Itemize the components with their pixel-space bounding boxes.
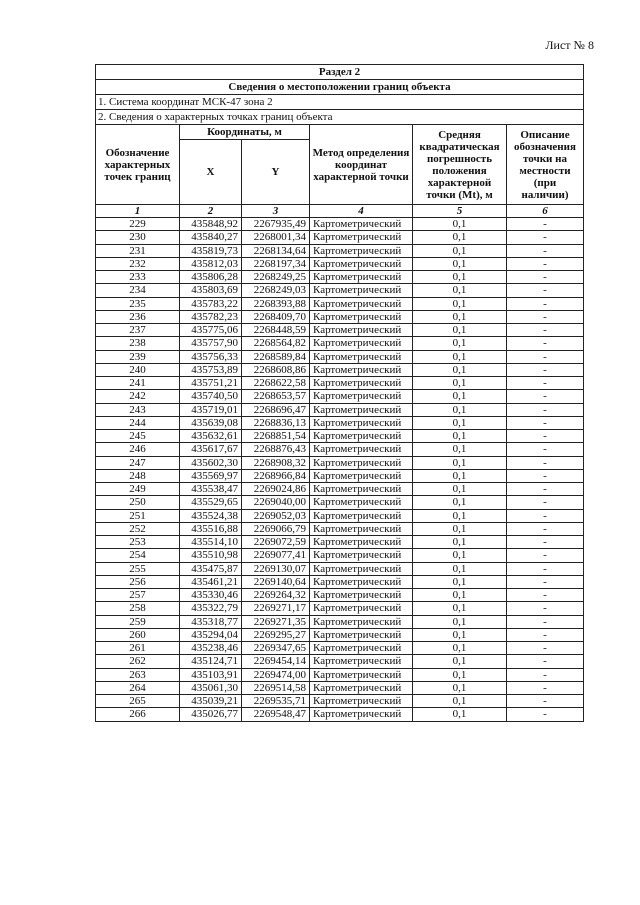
x-coordinate-cell: 435524,38 [180, 509, 242, 522]
point-number-cell: 235 [96, 297, 180, 310]
error-cell: 0,1 [413, 695, 507, 708]
description-cell: - [507, 244, 584, 257]
method-cell: Картометрический [310, 549, 413, 562]
y-coordinate-cell: 2268448,59 [242, 324, 310, 337]
description-cell: - [507, 416, 584, 429]
column-number: 3 [242, 205, 310, 218]
y-coordinate-cell: 2268589,84 [242, 350, 310, 363]
description-cell: - [507, 668, 584, 681]
description-cell: - [507, 536, 584, 549]
x-coordinate-cell: 435322,79 [180, 602, 242, 615]
table-row [96, 522, 584, 535]
y-coordinate-cell: 2269454,14 [242, 655, 310, 668]
error-cell: 0,1 [413, 522, 507, 535]
table-row [96, 363, 584, 376]
section-heading: Раздел 2 [96, 65, 584, 80]
header-description: Описание обозначения точки на местности (при наличии) [507, 125, 584, 205]
table-row [96, 337, 584, 350]
description-cell: - [507, 509, 584, 522]
x-coordinate-cell: 435753,89 [180, 363, 242, 376]
point-number-cell: 245 [96, 430, 180, 443]
point-number-cell: 242 [96, 390, 180, 403]
description-cell: - [507, 456, 584, 469]
y-coordinate-cell: 2268249,03 [242, 284, 310, 297]
method-cell: Картометрический [310, 483, 413, 496]
method-cell: Картометрический [310, 655, 413, 668]
x-coordinate-cell: 435026,77 [180, 708, 242, 721]
table-row [96, 416, 584, 429]
point-number-cell: 254 [96, 549, 180, 562]
x-coordinate-cell: 435775,06 [180, 324, 242, 337]
method-cell: Картометрический [310, 469, 413, 482]
header-y: Y [242, 140, 310, 205]
table-row [96, 668, 584, 681]
point-number-cell: 244 [96, 416, 180, 429]
y-coordinate-cell: 2269347,65 [242, 642, 310, 655]
method-cell: Картометрический [310, 350, 413, 363]
error-cell: 0,1 [413, 337, 507, 350]
method-cell: Картометрический [310, 509, 413, 522]
table-row [96, 297, 584, 310]
description-cell: - [507, 695, 584, 708]
description-cell: - [507, 483, 584, 496]
error-cell: 0,1 [413, 483, 507, 496]
column-number: 1 [96, 205, 180, 218]
y-coordinate-cell: 2268393,88 [242, 297, 310, 310]
y-coordinate-cell: 2268134,64 [242, 244, 310, 257]
table-row [96, 403, 584, 416]
error-cell: 0,1 [413, 589, 507, 602]
description-cell: - [507, 377, 584, 390]
method-cell: Картометрический [310, 681, 413, 694]
point-number-cell: 238 [96, 337, 180, 350]
description-cell: - [507, 681, 584, 694]
y-coordinate-cell: 2269514,58 [242, 681, 310, 694]
error-cell: 0,1 [413, 549, 507, 562]
description-cell: - [507, 708, 584, 721]
table-row [96, 483, 584, 496]
method-cell: Картометрический [310, 456, 413, 469]
point-number-cell: 263 [96, 668, 180, 681]
table-row [96, 562, 584, 575]
y-coordinate-cell: 2269535,71 [242, 695, 310, 708]
method-cell: Картометрический [310, 271, 413, 284]
method-cell: Картометрический [310, 642, 413, 655]
error-cell: 0,1 [413, 271, 507, 284]
x-coordinate-cell: 435806,28 [180, 271, 242, 284]
y-coordinate-cell: 2268409,70 [242, 310, 310, 323]
error-cell: 0,1 [413, 231, 507, 244]
x-coordinate-cell: 435461,21 [180, 575, 242, 588]
description-cell: - [507, 390, 584, 403]
description-cell: - [507, 496, 584, 509]
x-coordinate-cell: 435602,30 [180, 456, 242, 469]
boundary-points-table [95, 64, 584, 722]
y-coordinate-cell: 2268966,84 [242, 469, 310, 482]
y-coordinate-cell: 2267935,49 [242, 218, 310, 231]
error-cell: 0,1 [413, 257, 507, 270]
error-cell: 0,1 [413, 628, 507, 641]
point-number-cell: 230 [96, 231, 180, 244]
table-row [96, 708, 584, 721]
error-cell: 0,1 [413, 430, 507, 443]
x-coordinate-cell: 435538,47 [180, 483, 242, 496]
error-cell: 0,1 [413, 377, 507, 390]
method-cell: Картометрический [310, 615, 413, 628]
point-number-cell: 255 [96, 562, 180, 575]
error-cell: 0,1 [413, 642, 507, 655]
method-cell: Картометрический [310, 536, 413, 549]
method-cell: Картометрический [310, 522, 413, 535]
error-cell: 0,1 [413, 350, 507, 363]
method-cell: Картометрический [310, 297, 413, 310]
table-row [96, 695, 584, 708]
table-row [96, 681, 584, 694]
x-coordinate-cell: 435061,30 [180, 681, 242, 694]
description-cell: - [507, 549, 584, 562]
point-number-cell: 236 [96, 310, 180, 323]
error-cell: 0,1 [413, 297, 507, 310]
description-cell: - [507, 271, 584, 284]
x-coordinate-cell: 435318,77 [180, 615, 242, 628]
description-cell: - [507, 231, 584, 244]
y-coordinate-cell: 2269052,03 [242, 509, 310, 522]
x-coordinate-cell: 435124,71 [180, 655, 242, 668]
point-number-cell: 257 [96, 589, 180, 602]
y-coordinate-cell: 2269077,41 [242, 549, 310, 562]
x-coordinate-cell: 435475,87 [180, 562, 242, 575]
description-cell: - [507, 642, 584, 655]
table-row [96, 456, 584, 469]
table-row [96, 231, 584, 244]
method-cell: Картометрический [310, 668, 413, 681]
point-number-cell: 231 [96, 244, 180, 257]
y-coordinate-cell: 2269040,00 [242, 496, 310, 509]
point-number-cell: 262 [96, 655, 180, 668]
error-cell: 0,1 [413, 602, 507, 615]
table-row [96, 615, 584, 628]
description-cell: - [507, 297, 584, 310]
x-coordinate-cell: 435756,33 [180, 350, 242, 363]
description-cell: - [507, 655, 584, 668]
description-cell: - [507, 575, 584, 588]
method-cell: Картометрический [310, 363, 413, 376]
x-coordinate-cell: 435039,21 [180, 695, 242, 708]
table-row [96, 549, 584, 562]
x-coordinate-cell: 435514,10 [180, 536, 242, 549]
point-number-cell: 259 [96, 615, 180, 628]
table-row [96, 324, 584, 337]
method-cell: Картометрический [310, 244, 413, 257]
method-cell: Картометрический [310, 377, 413, 390]
x-coordinate-cell: 435840,27 [180, 231, 242, 244]
method-cell: Картометрический [310, 231, 413, 244]
x-coordinate-cell: 435819,73 [180, 244, 242, 257]
y-coordinate-cell: 2269271,17 [242, 602, 310, 615]
description-cell: - [507, 324, 584, 337]
table-row [96, 509, 584, 522]
table-row [96, 589, 584, 602]
method-cell: Картометрический [310, 602, 413, 615]
table-row [96, 284, 584, 297]
description-cell: - [507, 218, 584, 231]
error-cell: 0,1 [413, 324, 507, 337]
point-number-cell: 265 [96, 695, 180, 708]
error-cell: 0,1 [413, 469, 507, 482]
x-coordinate-cell: 435238,46 [180, 642, 242, 655]
column-number: 5 [413, 205, 507, 218]
description-cell: - [507, 589, 584, 602]
column-number: 2 [180, 205, 242, 218]
error-cell: 0,1 [413, 496, 507, 509]
table-row [96, 496, 584, 509]
x-coordinate-cell: 435103,91 [180, 668, 242, 681]
description-cell: - [507, 469, 584, 482]
error-cell: 0,1 [413, 363, 507, 376]
description-cell: - [507, 257, 584, 270]
y-coordinate-cell: 2269474,00 [242, 668, 310, 681]
method-cell: Картометрический [310, 310, 413, 323]
error-cell: 0,1 [413, 244, 507, 257]
method-cell: Картометрический [310, 496, 413, 509]
method-cell: Картометрический [310, 430, 413, 443]
table-row [96, 390, 584, 403]
y-coordinate-cell: 2268564,82 [242, 337, 310, 350]
x-coordinate-cell: 435617,67 [180, 443, 242, 456]
description-cell: - [507, 284, 584, 297]
x-coordinate-cell: 435782,23 [180, 310, 242, 323]
description-cell: - [507, 443, 584, 456]
method-cell: Картометрический [310, 562, 413, 575]
y-coordinate-cell: 2269295,27 [242, 628, 310, 641]
error-cell: 0,1 [413, 615, 507, 628]
x-coordinate-cell: 435719,01 [180, 403, 242, 416]
table-row [96, 469, 584, 482]
point-number-cell: 232 [96, 257, 180, 270]
error-cell: 0,1 [413, 403, 507, 416]
error-cell: 0,1 [413, 575, 507, 588]
error-cell: 0,1 [413, 509, 507, 522]
x-coordinate-cell: 435294,04 [180, 628, 242, 641]
header-x: X [180, 140, 242, 205]
x-coordinate-cell: 435740,50 [180, 390, 242, 403]
point-number-cell: 240 [96, 363, 180, 376]
point-number-cell: 256 [96, 575, 180, 588]
x-coordinate-cell: 435529,65 [180, 496, 242, 509]
error-cell: 0,1 [413, 390, 507, 403]
x-coordinate-cell: 435812,03 [180, 257, 242, 270]
y-coordinate-cell: 2269264,32 [242, 589, 310, 602]
column-number: 6 [507, 205, 584, 218]
table-body [96, 218, 584, 722]
error-cell: 0,1 [413, 681, 507, 694]
x-coordinate-cell: 435632,61 [180, 430, 242, 443]
table-row [96, 642, 584, 655]
point-number-cell: 241 [96, 377, 180, 390]
table-row [96, 430, 584, 443]
point-number-cell: 266 [96, 708, 180, 721]
y-coordinate-cell: 2268653,57 [242, 390, 310, 403]
point-number-cell: 253 [96, 536, 180, 549]
point-number-cell: 260 [96, 628, 180, 641]
y-coordinate-cell: 2269548,47 [242, 708, 310, 721]
y-coordinate-cell: 2268001,34 [242, 231, 310, 244]
method-cell: Картометрический [310, 416, 413, 429]
points-info-line: 2. Сведения о характерных точках границ объекта [96, 110, 584, 125]
error-cell: 0,1 [413, 284, 507, 297]
description-cell: - [507, 562, 584, 575]
table-row [96, 244, 584, 257]
method-cell: Картометрический [310, 324, 413, 337]
column-number: 4 [310, 205, 413, 218]
table-row [96, 628, 584, 641]
point-number-cell: 248 [96, 469, 180, 482]
point-number-cell: 234 [96, 284, 180, 297]
table-row [96, 350, 584, 363]
y-coordinate-cell: 2268197,34 [242, 257, 310, 270]
sheet-number: Лист № 8 [545, 38, 594, 52]
description-cell: - [507, 602, 584, 615]
method-cell: Картометрический [310, 708, 413, 721]
point-number-cell: 233 [96, 271, 180, 284]
method-cell: Картометрический [310, 257, 413, 270]
method-cell: Картометрический [310, 575, 413, 588]
description-cell: - [507, 310, 584, 323]
coordinate-system-line: 1. Система координат МСК-47 зона 2 [96, 95, 584, 110]
point-number-cell: 237 [96, 324, 180, 337]
table-row [96, 575, 584, 588]
y-coordinate-cell: 2268851,54 [242, 430, 310, 443]
y-coordinate-cell: 2268876,43 [242, 443, 310, 456]
header-designation: Обозначение характерных точек границ [96, 125, 180, 205]
header-error: Средняя квадратическая погрешность положения характерной точки (Mt), м [413, 125, 507, 205]
method-cell: Картометрический [310, 695, 413, 708]
point-number-cell: 251 [96, 509, 180, 522]
y-coordinate-cell: 2269271,35 [242, 615, 310, 628]
method-cell: Картометрический [310, 218, 413, 231]
description-cell: - [507, 522, 584, 535]
method-cell: Картометрический [310, 628, 413, 641]
point-number-cell: 252 [96, 522, 180, 535]
x-coordinate-cell: 435516,88 [180, 522, 242, 535]
error-cell: 0,1 [413, 310, 507, 323]
error-cell: 0,1 [413, 443, 507, 456]
point-number-cell: 247 [96, 456, 180, 469]
y-coordinate-cell: 2268908,32 [242, 456, 310, 469]
table-row [96, 257, 584, 270]
y-coordinate-cell: 2269140,64 [242, 575, 310, 588]
header-method: Метод определения координат характерной точки [310, 125, 413, 205]
y-coordinate-cell: 2269066,79 [242, 522, 310, 535]
x-coordinate-cell: 435783,22 [180, 297, 242, 310]
y-coordinate-cell: 2269072,59 [242, 536, 310, 549]
x-coordinate-cell: 435639,08 [180, 416, 242, 429]
description-cell: - [507, 403, 584, 416]
y-coordinate-cell: 2268249,25 [242, 271, 310, 284]
point-number-cell: 229 [96, 218, 180, 231]
method-cell: Картометрический [310, 443, 413, 456]
method-cell: Картометрический [310, 284, 413, 297]
description-cell: - [507, 363, 584, 376]
description-cell: - [507, 350, 584, 363]
error-cell: 0,1 [413, 536, 507, 549]
x-coordinate-cell: 435803,69 [180, 284, 242, 297]
y-coordinate-cell: 2268836,13 [242, 416, 310, 429]
header-coordinates: Координаты, м [180, 125, 310, 140]
error-cell: 0,1 [413, 562, 507, 575]
description-cell: - [507, 628, 584, 641]
x-coordinate-cell: 435510,98 [180, 549, 242, 562]
table-row [96, 310, 584, 323]
error-cell: 0,1 [413, 218, 507, 231]
point-number-cell: 250 [96, 496, 180, 509]
table-row [96, 377, 584, 390]
description-cell: - [507, 337, 584, 350]
y-coordinate-cell: 2268696,47 [242, 403, 310, 416]
y-coordinate-cell: 2269024,86 [242, 483, 310, 496]
point-number-cell: 239 [96, 350, 180, 363]
method-cell: Картометрический [310, 390, 413, 403]
x-coordinate-cell: 435848,92 [180, 218, 242, 231]
x-coordinate-cell: 435757,90 [180, 337, 242, 350]
point-number-cell: 243 [96, 403, 180, 416]
description-cell: - [507, 615, 584, 628]
section-title: Сведения о местоположении границ объекта [96, 80, 584, 95]
point-number-cell: 264 [96, 681, 180, 694]
y-coordinate-cell: 2268608,86 [242, 363, 310, 376]
error-cell: 0,1 [413, 668, 507, 681]
point-number-cell: 249 [96, 483, 180, 496]
error-cell: 0,1 [413, 708, 507, 721]
x-coordinate-cell: 435330,46 [180, 589, 242, 602]
table-row [96, 271, 584, 284]
table-row [96, 536, 584, 549]
y-coordinate-cell: 2268622,58 [242, 377, 310, 390]
method-cell: Картометрический [310, 589, 413, 602]
point-number-cell: 246 [96, 443, 180, 456]
description-cell: - [507, 430, 584, 443]
method-cell: Картометрический [310, 337, 413, 350]
table-row [96, 443, 584, 456]
x-coordinate-cell: 435751,21 [180, 377, 242, 390]
table-row [96, 602, 584, 615]
x-coordinate-cell: 435569,97 [180, 469, 242, 482]
table-row [96, 655, 584, 668]
error-cell: 0,1 [413, 416, 507, 429]
point-number-cell: 258 [96, 602, 180, 615]
table-row [96, 218, 584, 231]
method-cell: Картометрический [310, 403, 413, 416]
error-cell: 0,1 [413, 655, 507, 668]
y-coordinate-cell: 2269130,07 [242, 562, 310, 575]
point-number-cell: 261 [96, 642, 180, 655]
error-cell: 0,1 [413, 456, 507, 469]
